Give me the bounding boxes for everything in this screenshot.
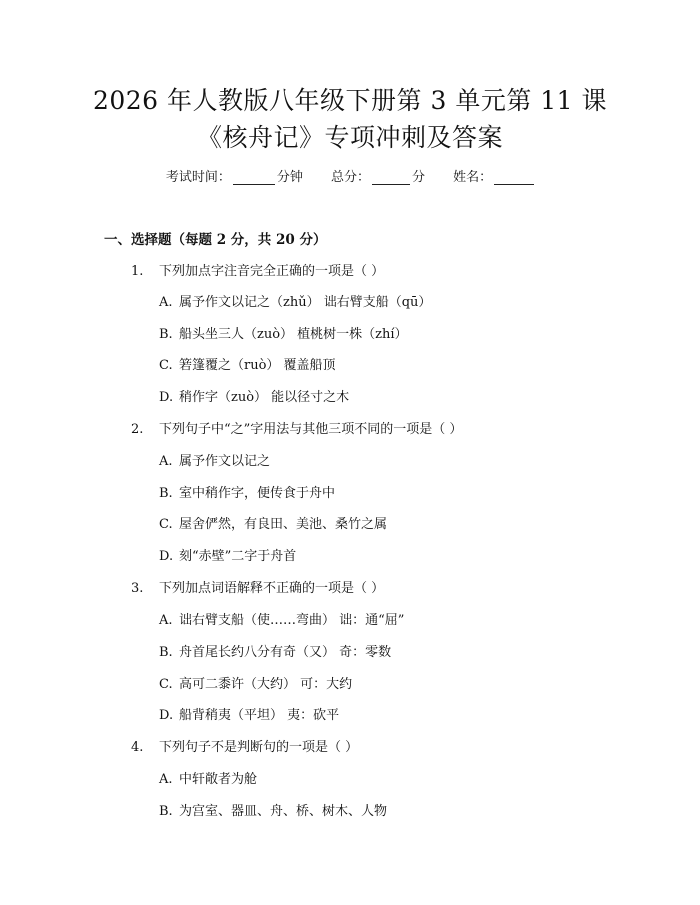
option-letter: A. — [159, 454, 173, 469]
exam-time-blank — [233, 184, 275, 185]
option-letter: A. — [159, 613, 173, 628]
question-number: 3. — [131, 581, 144, 596]
option-text: 为宫室、器皿、舟、桥、树木、人物 — [179, 804, 388, 819]
option-text: 中轩敞者为舱 — [179, 772, 258, 787]
document-title-line-1: 2026 年人教版八年级下册第 3 单元第 11 课 — [92, 86, 608, 115]
option-text: 高可二黍许（大约） 可：大约 — [179, 677, 353, 692]
total-score-blank — [372, 184, 410, 185]
option-letter: A. — [159, 772, 173, 787]
option-text: 诎右臂支船（使……弯曲） 诎：通“屈” — [179, 613, 405, 628]
option-letter: B. — [159, 645, 173, 660]
option-text: 屋舍俨然，有良田、美池、桑竹之属 — [179, 517, 388, 532]
option-letter: B. — [159, 804, 173, 819]
question-text: 下列加点字注音完全正确的一项是（ ） — [159, 264, 385, 279]
option-text: 箬篷覆之（ruò） 覆盖船顶 — [179, 358, 336, 373]
exam-info-row — [0, 168, 700, 188]
option-letter: A. — [159, 295, 173, 310]
option-letter: D. — [159, 390, 174, 405]
exam-time-unit: 分钟 — [276, 170, 303, 185]
question-number: 1. — [131, 264, 144, 279]
option-letter: C. — [159, 517, 173, 532]
option-letter: D. — [159, 708, 174, 723]
option-text: 稍作字（zuò） 能以径寸之木 — [179, 390, 350, 405]
exam-time-label: 考试时间： — [165, 170, 231, 185]
student-name-field — [453, 168, 534, 188]
option-letter: D. — [159, 549, 174, 564]
option-letter: C. — [159, 358, 173, 373]
option-text: 室中稍作字，便传食于舟中 — [179, 486, 336, 501]
exam-time-field — [166, 168, 303, 188]
student-name-label: 姓名： — [453, 170, 493, 185]
question-number: 4. — [131, 740, 144, 755]
total-score-unit: 分 — [412, 170, 426, 185]
question-number: 2. — [131, 422, 144, 437]
option-text: 舟首尾长约八分有奇（又） 奇：零数 — [179, 645, 392, 660]
question-text: 下列句子不是判断句的一项是（ ） — [159, 740, 359, 755]
option-letter: C. — [159, 677, 173, 692]
option-text: 船背稍夷（平坦） 夷：砍平 — [179, 708, 340, 723]
total-score-field — [331, 168, 425, 188]
section-heading: 一、选择题（每题 2 分，共 20 分） — [104, 232, 327, 248]
option-text: 船头坐三人（zuò） 植桃树一株（zhí） — [179, 327, 408, 342]
student-name-blank — [494, 184, 534, 185]
question-text: 下列加点词语解释不正确的一项是（ ） — [159, 581, 385, 596]
document-title-line-2: 《核舟记》专项冲刺及答案 — [196, 123, 503, 152]
option-text: 属予作文以记之 — [179, 454, 271, 469]
question-text: 下列句子中“之”字用法与其他三项不同的一项是（ ） — [159, 422, 463, 437]
option-text: 属予作文以记之（zhǔ） 诎右臂支船（qū） — [179, 295, 432, 310]
option-letter: B. — [159, 486, 173, 501]
option-text: 刻“赤壁”二字于舟首 — [179, 549, 297, 564]
total-score-label: 总分： — [330, 170, 370, 185]
option-letter: B. — [159, 327, 173, 342]
